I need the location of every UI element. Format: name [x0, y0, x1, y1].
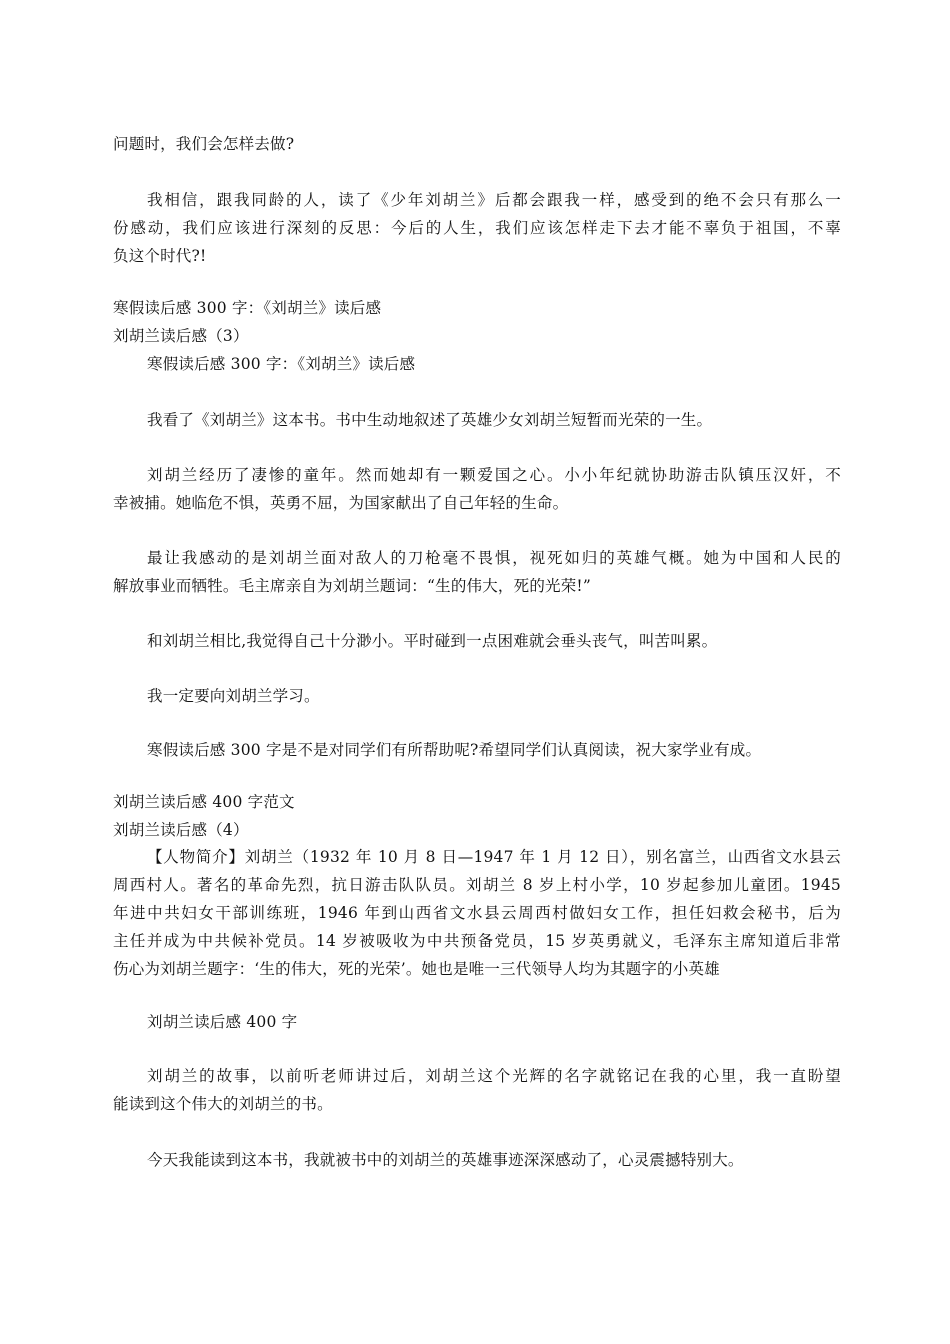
text-line: 寒假读后感 300 字是不是对同学们有所帮助呢?希望同学们认真阅读，祝大家学业有成。: [147, 741, 762, 759]
text-line: 份感动，我们应该进行深刻的反思：今后的人生，我们应该怎样走下去才能不辜负于祖国，不辜: [113, 219, 841, 237]
text-line: 刘胡兰经历了凄惨的童年。然而她却有一颗爱国之心。小小年纪就协助游击队镇压汉奸，不: [147, 466, 841, 484]
section-heading: 寒假读后感 300 字：《刘胡兰》读后感: [113, 299, 382, 317]
text-line: 最让我感动的是刘胡兰面对敌人的刀枪毫不畏惧，视死如归的英雄气概。她为中国和人民的: [147, 549, 841, 567]
text-line: 【人物简介】刘胡兰（1932 年 10 月 8 日—1947 年 1 月 12 日），别名富兰，山西省文水县云: [147, 848, 841, 866]
section-heading: 刘胡兰读后感（3）: [113, 327, 249, 345]
document-page: [113, 0, 841, 1344]
text-line: 我看了《刘胡兰》这本书。书中生动地叙述了英雄少女刘胡兰短暂而光荣的一生。: [147, 411, 713, 429]
text-line: 和刘胡兰相比,我觉得自己十分渺小。平时碰到一点困难就会垂头丧气，叫苦叫累。: [147, 632, 718, 650]
text-line: 能读到这个伟大的刘胡兰的书。: [113, 1095, 333, 1113]
text-line: 我一定要向刘胡兰学习。: [147, 687, 320, 705]
text-line: 解放事业而牺牲。毛主席亲自为刘胡兰题词：“生的伟大，死的光荣!”: [113, 577, 591, 595]
text-line: 今天我能读到这本书，我就被书中的刘胡兰的英雄事迹深深感动了，心灵震撼特别大。: [147, 1151, 744, 1169]
article-title: 寒假读后感 300 字：《刘胡兰》读后感: [147, 355, 416, 373]
article-title: 刘胡兰读后感 400 字: [147, 1013, 298, 1031]
text-line: 我相信，跟我同龄的人，读了《少年刘胡兰》后都会跟我一样，感受到的绝不会只有那么一: [147, 191, 841, 209]
text-line: 伤心为刘胡兰题字：‘生的伟大，死的光荣’。她也是唯一三代领导人均为其题字的小英雄: [113, 960, 720, 978]
text-line: 年进中共妇女干部训练班，1946 年到山西省文水县云周西村做妇女工作，担任妇救会秘书，后为: [113, 904, 841, 922]
text-line: 主任并成为中共候补党员。14 岁被吸收为中共预备党员，15 岁英勇就义，毛泽东主席知道后非常: [113, 932, 841, 950]
text-line: 问题时，我们会怎样去做?: [113, 135, 295, 153]
section-heading: 刘胡兰读后感（4）: [113, 821, 249, 839]
text-line: 幸被捕。她临危不惧，英勇不屈，为国家献出了自己年轻的生命。: [113, 494, 569, 512]
text-line: 周西村人。著名的革命先烈，抗日游击队队员。刘胡兰 8 岁上村小学，10 岁起参加儿童团。1945: [113, 876, 841, 894]
section-heading: 刘胡兰读后感 400 字范文: [113, 793, 295, 811]
text-line: 负这个时代?!: [113, 247, 207, 265]
text-line: 刘胡兰的故事，以前听老师讲过后，刘胡兰这个光辉的名字就铭记在我的心里，我一直盼望: [147, 1067, 841, 1085]
